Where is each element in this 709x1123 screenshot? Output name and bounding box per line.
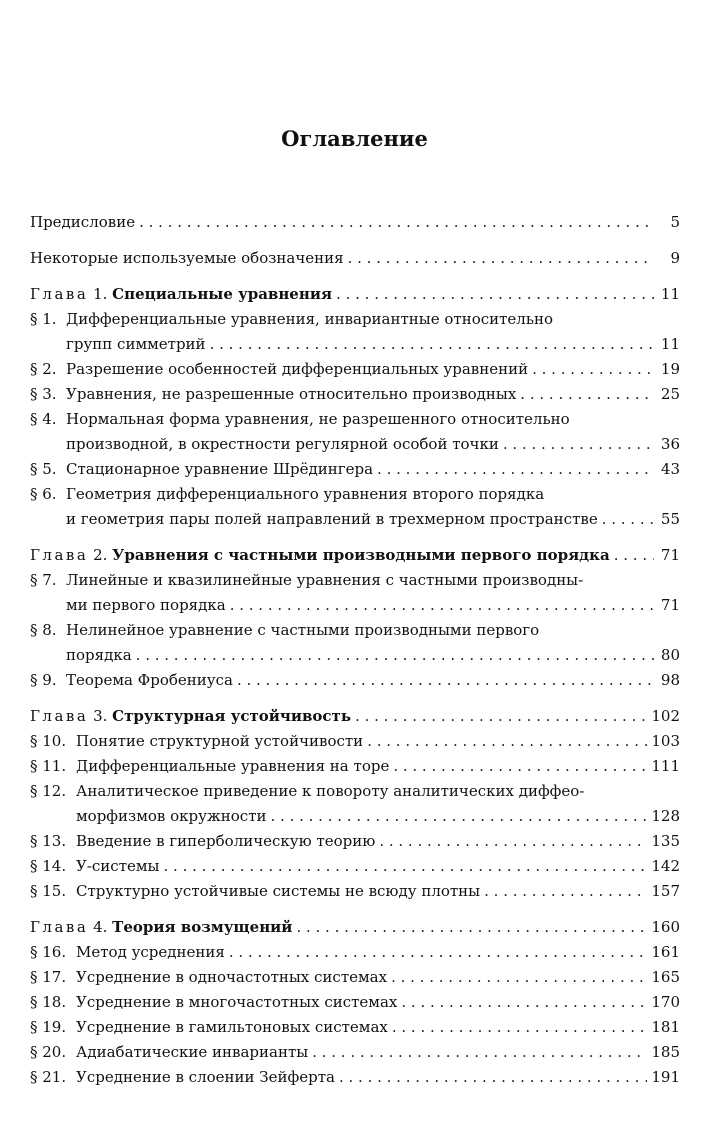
chapter-heading xyxy=(30,543,610,568)
chapter-prefix: Глава xyxy=(30,707,89,725)
toc-page-number: 55 xyxy=(660,510,680,528)
leader-dots xyxy=(484,879,647,904)
section-title: Линейные и квазилинейные уравнения с частными производны- xyxy=(66,571,584,589)
leader-dots xyxy=(532,357,654,382)
toc-page-number: 191 xyxy=(651,1068,680,1086)
toc-section-17[interactable] xyxy=(30,965,680,990)
section-title: Усреднение в слоении Зейферта xyxy=(76,1068,335,1086)
leader-dots xyxy=(377,457,654,482)
toc-section-continuation[interactable] xyxy=(30,643,680,668)
leader-dots xyxy=(237,668,654,693)
section-title: Структурно устойчивые системы не всюду плотны xyxy=(76,882,481,900)
section-title: Метод усреднения xyxy=(76,943,225,961)
toc-section-18[interactable] xyxy=(30,990,680,1015)
toc-page-number: 11 xyxy=(660,335,680,353)
leader-dots xyxy=(391,965,647,990)
section-title: Стационарное уравнение Шрёдингера xyxy=(66,460,374,478)
table-of-contents xyxy=(30,210,680,1090)
section-number: § 21. xyxy=(30,1068,67,1086)
toc-section-continuation[interactable] xyxy=(30,507,680,532)
leader-dots xyxy=(336,282,654,307)
toc-page-number: 9 xyxy=(670,249,680,267)
section-title: производной, в окрестности регулярной особой точки xyxy=(66,435,499,453)
section-title: групп симметрий xyxy=(66,335,206,353)
toc-section-20[interactable] xyxy=(30,1040,680,1065)
toc-page-number: 161 xyxy=(651,943,680,961)
section-number: § 11. xyxy=(30,757,67,775)
toc-page-number: 102 xyxy=(651,707,680,725)
section-title: Дифференциальные уравнения, инвариантные относительно xyxy=(66,310,554,328)
section-number: § 17. xyxy=(30,968,67,986)
toc-page-number: 157 xyxy=(651,882,680,900)
section-number: § 3. xyxy=(30,385,57,403)
chapter-heading xyxy=(30,704,351,729)
toc-page-number: 160 xyxy=(651,918,680,936)
leader-dots xyxy=(355,704,647,729)
chapter-number: 2. xyxy=(93,546,108,564)
section-title: Адиабатические инварианты xyxy=(76,1043,309,1061)
toc-page-number: 165 xyxy=(651,968,680,986)
section-number: § 7. xyxy=(30,571,57,589)
leader-dots xyxy=(614,543,654,568)
toc-page-number: 181 xyxy=(651,1018,680,1036)
section-title: Нелинейное уравнение с частными производными первого xyxy=(66,621,540,639)
section-title: Дифференциальные уравнения на торе xyxy=(76,757,390,775)
page-title: Оглавление xyxy=(281,126,428,151)
leader-dots xyxy=(379,829,647,854)
section-number: § 18. xyxy=(30,993,67,1011)
section-number: § 16. xyxy=(30,943,67,961)
leader-dots xyxy=(393,754,647,779)
section-number: § 2. xyxy=(30,360,57,378)
section-number: § 9. xyxy=(30,671,57,689)
toc-page-number: 43 xyxy=(660,460,680,478)
leader-dots xyxy=(602,507,654,532)
toc-chapter-4[interactable] xyxy=(30,915,680,940)
toc-entry-label: Некоторые используемые обозначения xyxy=(30,249,344,267)
chapter-heading xyxy=(30,915,292,940)
toc-page-number: 11 xyxy=(660,285,680,303)
section-title: порядка xyxy=(66,646,132,664)
section-title: Уравнения, не разрешенные относительно производных xyxy=(66,385,517,403)
chapter-number: 3. xyxy=(93,707,108,725)
section-number: § 6. xyxy=(30,485,57,503)
toc-section-4[interactable] xyxy=(30,407,680,432)
toc-page-number: 170 xyxy=(651,993,680,1011)
toc-section-16[interactable] xyxy=(30,940,680,965)
chapter-title: Структурная устойчивость xyxy=(112,707,352,725)
leader-dots xyxy=(503,432,654,457)
toc-section-12[interactable] xyxy=(30,779,680,804)
section-number: § 20. xyxy=(30,1043,67,1061)
chapter-title: Уравнения с частными производными первого порядка xyxy=(112,546,610,564)
section-number: § 1. xyxy=(30,310,57,328)
toc-section-continuation[interactable] xyxy=(30,432,680,457)
toc-section-continuation[interactable] xyxy=(30,804,680,829)
toc-page-number: 128 xyxy=(651,807,680,825)
section-number: § 4. xyxy=(30,410,57,428)
section-title: Теорема Фробениуса xyxy=(66,671,233,689)
section-title: У-системы xyxy=(76,857,160,875)
toc-section-10[interactable] xyxy=(30,729,680,754)
toc-page-number: 98 xyxy=(660,671,680,689)
toc-section-8[interactable] xyxy=(30,618,680,643)
toc-section-19[interactable] xyxy=(30,1015,680,1040)
toc-entry-label: Предисловие xyxy=(30,213,136,231)
section-title: Аналитическое приведение к повороту аналитических диффео- xyxy=(76,782,585,800)
chapter-prefix: Глава xyxy=(30,546,89,564)
leader-dots xyxy=(136,643,654,668)
toc-chapter-3[interactable] xyxy=(30,704,680,729)
toc-page-number: 142 xyxy=(651,857,680,875)
toc-page-number: 5 xyxy=(670,213,680,231)
leader-dots xyxy=(229,940,648,965)
toc-chapter-1[interactable] xyxy=(30,282,680,307)
section-title: морфизмов окружности xyxy=(76,807,267,825)
toc-page-number: 135 xyxy=(651,832,680,850)
section-title: Понятие структурной устойчивости xyxy=(76,732,364,750)
toc-section-3[interactable] xyxy=(30,382,680,407)
section-title: Усреднение в многочастотных системах xyxy=(76,993,398,1011)
leader-dots xyxy=(296,915,647,940)
section-title: и геометрия пары полей направлений в трехмерном пространстве xyxy=(66,510,598,528)
leader-dots xyxy=(271,804,648,829)
section-number: § 12. xyxy=(30,782,67,800)
toc-entry-preface[interactable] xyxy=(30,210,680,235)
toc-section-2[interactable] xyxy=(30,357,680,382)
toc-page-number: 185 xyxy=(651,1043,680,1061)
section-title: Усреднение в гамильтоновых системах xyxy=(76,1018,388,1036)
toc-section-21[interactable] xyxy=(30,1065,680,1090)
toc-page-number: 111 xyxy=(651,757,680,775)
section-number: § 15. xyxy=(30,882,67,900)
toc-section-continuation[interactable] xyxy=(30,593,680,618)
section-number: § 10. xyxy=(30,732,67,750)
toc-page-number: 80 xyxy=(660,646,680,664)
section-number: § 13. xyxy=(30,832,67,850)
toc-page-number: 71 xyxy=(660,546,680,564)
toc-section-13[interactable] xyxy=(30,829,680,854)
section-title: Разрешение особенностей дифференциальных уравнений xyxy=(66,360,529,378)
leader-dots xyxy=(230,593,654,618)
toc-page-number: 19 xyxy=(660,360,680,378)
toc-chapter-2[interactable] xyxy=(30,543,680,568)
section-title: ми первого порядка xyxy=(66,596,226,614)
chapter-number: 1. xyxy=(93,285,108,303)
toc-page-number: 103 xyxy=(651,732,680,750)
leader-dots xyxy=(520,382,654,407)
chapters-list xyxy=(30,271,680,1090)
leader-dots xyxy=(367,729,647,754)
toc-section-continuation[interactable] xyxy=(30,332,680,357)
toc-section-14[interactable] xyxy=(30,854,680,879)
section-title: Усреднение в одночастотных системах xyxy=(76,968,388,986)
leader-dots xyxy=(164,854,648,879)
chapter-number: 4. xyxy=(93,918,108,936)
toc-entry-notation[interactable] xyxy=(30,246,680,271)
chapter-prefix: Глава xyxy=(30,285,89,303)
toc-section-1[interactable] xyxy=(30,307,680,332)
toc-page-number: 71 xyxy=(660,596,680,614)
section-title: Геометрия дифференциального уравнения второго порядка xyxy=(66,485,545,503)
toc-page-number: 25 xyxy=(660,385,680,403)
leader-dots xyxy=(348,246,654,271)
section-title: Введение в гиперболическую теорию xyxy=(76,832,376,850)
toc-section-9[interactable] xyxy=(30,668,680,693)
leader-dots xyxy=(339,1065,647,1090)
chapter-title: Специальные уравнения xyxy=(112,285,333,303)
leader-dots xyxy=(139,210,654,235)
leader-dots xyxy=(392,1015,648,1040)
toc-page-number: 36 xyxy=(660,435,680,453)
toc-section-5[interactable] xyxy=(30,457,680,482)
toc-section-11[interactable] xyxy=(30,754,680,779)
section-number: § 14. xyxy=(30,857,67,875)
toc-section-15[interactable] xyxy=(30,879,680,904)
toc-section-7[interactable] xyxy=(30,568,680,593)
section-number: § 5. xyxy=(30,460,57,478)
chapter-title: Теория возмущений xyxy=(112,918,293,936)
section-number: § 19. xyxy=(30,1018,67,1036)
chapter-prefix: Глава xyxy=(30,918,89,936)
leader-dots xyxy=(401,990,647,1015)
chapter-heading xyxy=(30,282,332,307)
section-number: § 8. xyxy=(30,621,57,639)
leader-dots xyxy=(312,1040,647,1065)
toc-section-6[interactable] xyxy=(30,482,680,507)
section-title: Нормальная форма уравнения, не разрешенного относительно xyxy=(66,410,570,428)
leader-dots xyxy=(210,332,654,357)
